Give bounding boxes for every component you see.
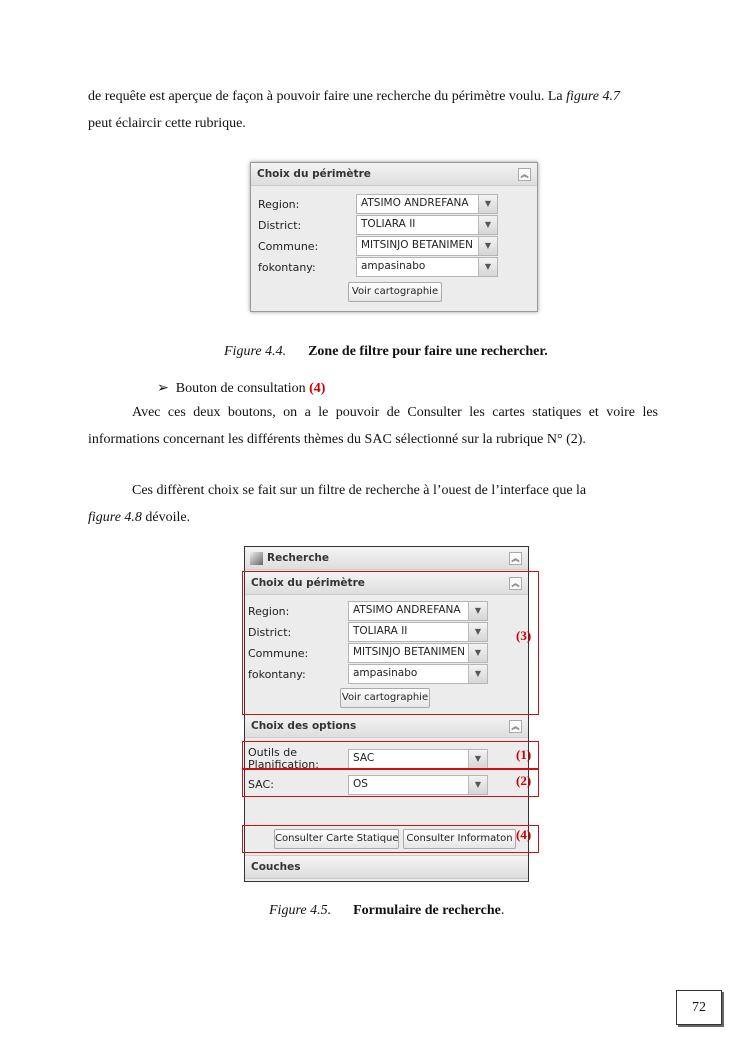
section-title: Choix du périmètre [251,577,365,589]
chevron-down-icon[interactable]: ▼ [468,644,487,662]
region-label: Region: [248,605,290,618]
sac-label: SAC: [248,778,274,791]
figure-ref: figure 4.7 [566,89,621,104]
value: ATSIMO ANDREFANA [361,197,469,209]
chevron-down-icon[interactable]: ▼ [478,237,497,255]
paragraph-1-line-1: Avec ces deux boutons, on a le pouvoir de Consulter les cartes statiques et voire les [132,405,658,420]
search-tool-icon [250,552,263,565]
value: OS [353,778,368,790]
annotation-box-4 [242,825,539,853]
annotation-box-2 [242,769,539,797]
fokontany-label: fokontany: [248,668,306,681]
chevron-down-icon[interactable]: ▼ [478,258,497,276]
annotation-box-3 [242,571,539,715]
commune-label: Commune: [248,647,309,660]
section-title: Choix des options [251,720,357,732]
figure-caption [269,903,504,919]
chevron-down-icon[interactable]: ▼ [468,602,487,620]
outils-label: Outils de Planification: [248,747,319,771]
couches-header [245,855,528,879]
intro-line-2: peut éclaircir cette rubrique. [88,116,246,131]
text: Bouton de consultation [175,381,310,396]
consulter-carte-statique-button[interactable]: Consulter Carte Statique [274,829,399,849]
value: TOLIARA II [361,218,416,230]
value: ampasinabo [361,260,426,272]
district-label: District: [258,219,302,232]
figure-ref: figure 4.8 [88,510,142,525]
paragraph-2-line-1: Ces diffèrent choix se fait sur un filtre de recherche à l’ouest de l’interface que la [132,483,587,498]
bullet-item [157,380,325,397]
recherche-header [245,547,528,570]
annotation: (4) [309,381,326,396]
section-title: Couches [251,861,301,873]
annotation-box-1 [242,741,539,769]
intro-line-1 [88,89,620,105]
chevron-down-icon[interactable]: ▼ [468,623,487,641]
voir-cartographie-button[interactable]: Voir cartographie [348,282,442,302]
fokontany-select[interactable] [356,257,498,277]
panel-title: Choix du périmètre [257,168,371,180]
voir-cartographie-button[interactable]: Voir cartographie [340,688,430,708]
caption-text: Formulaire de recherche [353,903,501,918]
consulter-information-button[interactable]: Consulter Informaton [403,829,516,849]
fokontany-label: fokontany: [258,261,316,274]
caption-text: Zone de filtre pour faire une rechercher. [308,344,548,359]
chevron-down-icon[interactable]: ▼ [478,216,497,234]
annotation-label: (3) [516,628,532,643]
caption-number: Figure 4.5. [269,903,332,918]
paragraph-2-line-2 [88,510,190,526]
chevron-down-icon[interactable]: ▼ [478,195,497,213]
paragraph-1-line-2: informations concernant les différents thèmes du SAC sélectionné sur la rubrique N° (2). [88,432,586,447]
value: MITSINJO BETANIMEN [353,646,466,658]
collapse-icon[interactable]: ︽ [518,168,531,181]
value: ampasinabo [353,667,418,679]
text: . [500,903,505,918]
collapse-icon[interactable]: ︽ [509,720,522,733]
collapse-icon[interactable]: ︽ [509,552,522,565]
annotation-label: (4) [516,827,532,842]
options-header [245,715,528,738]
annotation-label: (2) [516,773,532,788]
chevron-down-icon[interactable]: ▼ [468,665,487,683]
annotation-label: (1) [516,747,532,762]
figure-caption [224,344,548,360]
panel-title: Recherche [267,552,330,564]
text: de requête est aperçue de façon à pouvoir faire une recherche du périmètre voulu. La [88,89,567,104]
chevron-down-icon[interactable]: ▼ [468,776,487,794]
value: SAC [353,752,375,764]
collapse-icon[interactable]: ︽ [509,577,522,590]
commune-select[interactable] [356,236,498,256]
commune-label: Commune: [258,240,319,253]
caption-number: Figure 4.4. [224,344,287,359]
chevron-down-icon[interactable]: ▼ [468,750,487,768]
district-select[interactable] [356,215,498,235]
value: ATSIMO ANDREFANA [353,604,461,616]
region-label: Region: [258,198,300,211]
value: MITSINJO BETANIMEN [361,239,474,251]
value: TOLIARA II [353,625,408,637]
perimeter-filter-panel [250,162,538,312]
arrow-bullet-icon: ➢ [157,381,169,396]
region-select[interactable] [356,194,498,214]
panel-header [251,163,537,186]
text: dévoile. [141,510,191,525]
page-number: 72 [676,990,722,1025]
district-label: District: [248,626,292,639]
